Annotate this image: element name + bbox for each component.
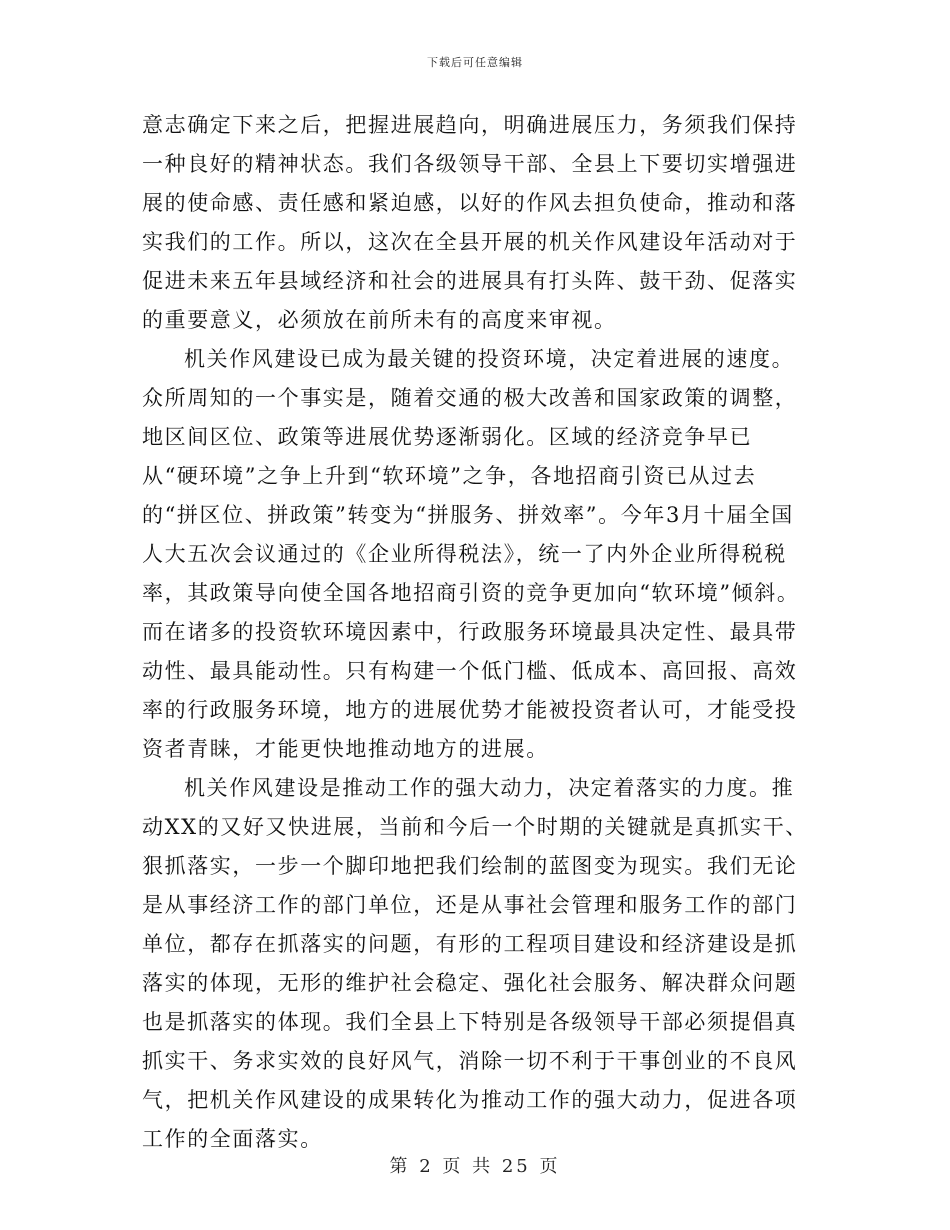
document-body — [142, 106, 808, 1159]
page-number: 第 2 页 共 25 页 — [389, 1156, 561, 1177]
paragraph-continued: 意志确定下来之后，把握进展趋向，明确进展压力，务须我们保持一种良好的精神状态。我们各级领导干部、全县上下要切实增强进展的使命感、责任感和紧迫感，以好的作风去担负使命，推动和落实我们的工作。所以，这次在全县开展的机关作风建设年活动对于促进未来五年县域经济和社会的进展具有打头阵、鼓干劲、促落实的重要意义，必须放在前所未有的高度来审视。 — [142, 113, 798, 332]
paragraph-investment-environment: 机关作风建设已成为最关键的投资环境，决定着进展的速度。众所周知的一个事实是，随着交通的极大改善和国家政策的调整，地区间区位、政策等进展优势逐渐弱化。区域的经济竞争早已从“硬环境”之争上升到“软环境”之争，各地招商引资已从过去的“拼区位、拼政策”转变为“拼服务、拼效率”。今年3月十届全国人大五次会议通过的《企业所得税法》，统一了内外企业所得税税率，其政策导向使全国各地招商引资的竞争更加向“软环境”倾斜。而在诸多的投资软环境因素中，行政服务环境最具决定性、最具带动性、最具能动性。只有构建一个低门槛、低成本、高回报、高效率的行政服务环境，地方的进展优势才能被投资者认可，才能受投资者青睐，才能更快地推动地方的进展。 — [142, 347, 800, 761]
paragraph-work-momentum: 机关作风建设是推动工作的强大动力，决定着落实的力度。推动XX的又好又快进展，当前和今后一个时期的关键就是真抓实干、狠抓落实，一步一个脚印地把我们绘制的蓝图变为现实。我们无论是从事经济工作的部门单位，还是从事社会管理和服务工作的部门单位，都存在抓落实的问题，有形的工程项目建设和经济建设是抓落实的体现，无形的维护社会稳定、强化社会服务、解决群众问题也是抓落实的体现。我们全县上下特别是各级领导干部必须提倡真抓实干、务求实效的良好风气，消除一切不利于干事创业的不良风气，把机关作风建设的成果转化为推动工作的强大动力，促进各项工作的全面落实。 — [142, 776, 808, 1151]
page-header: 下载后可任意编辑 — [427, 56, 523, 69]
